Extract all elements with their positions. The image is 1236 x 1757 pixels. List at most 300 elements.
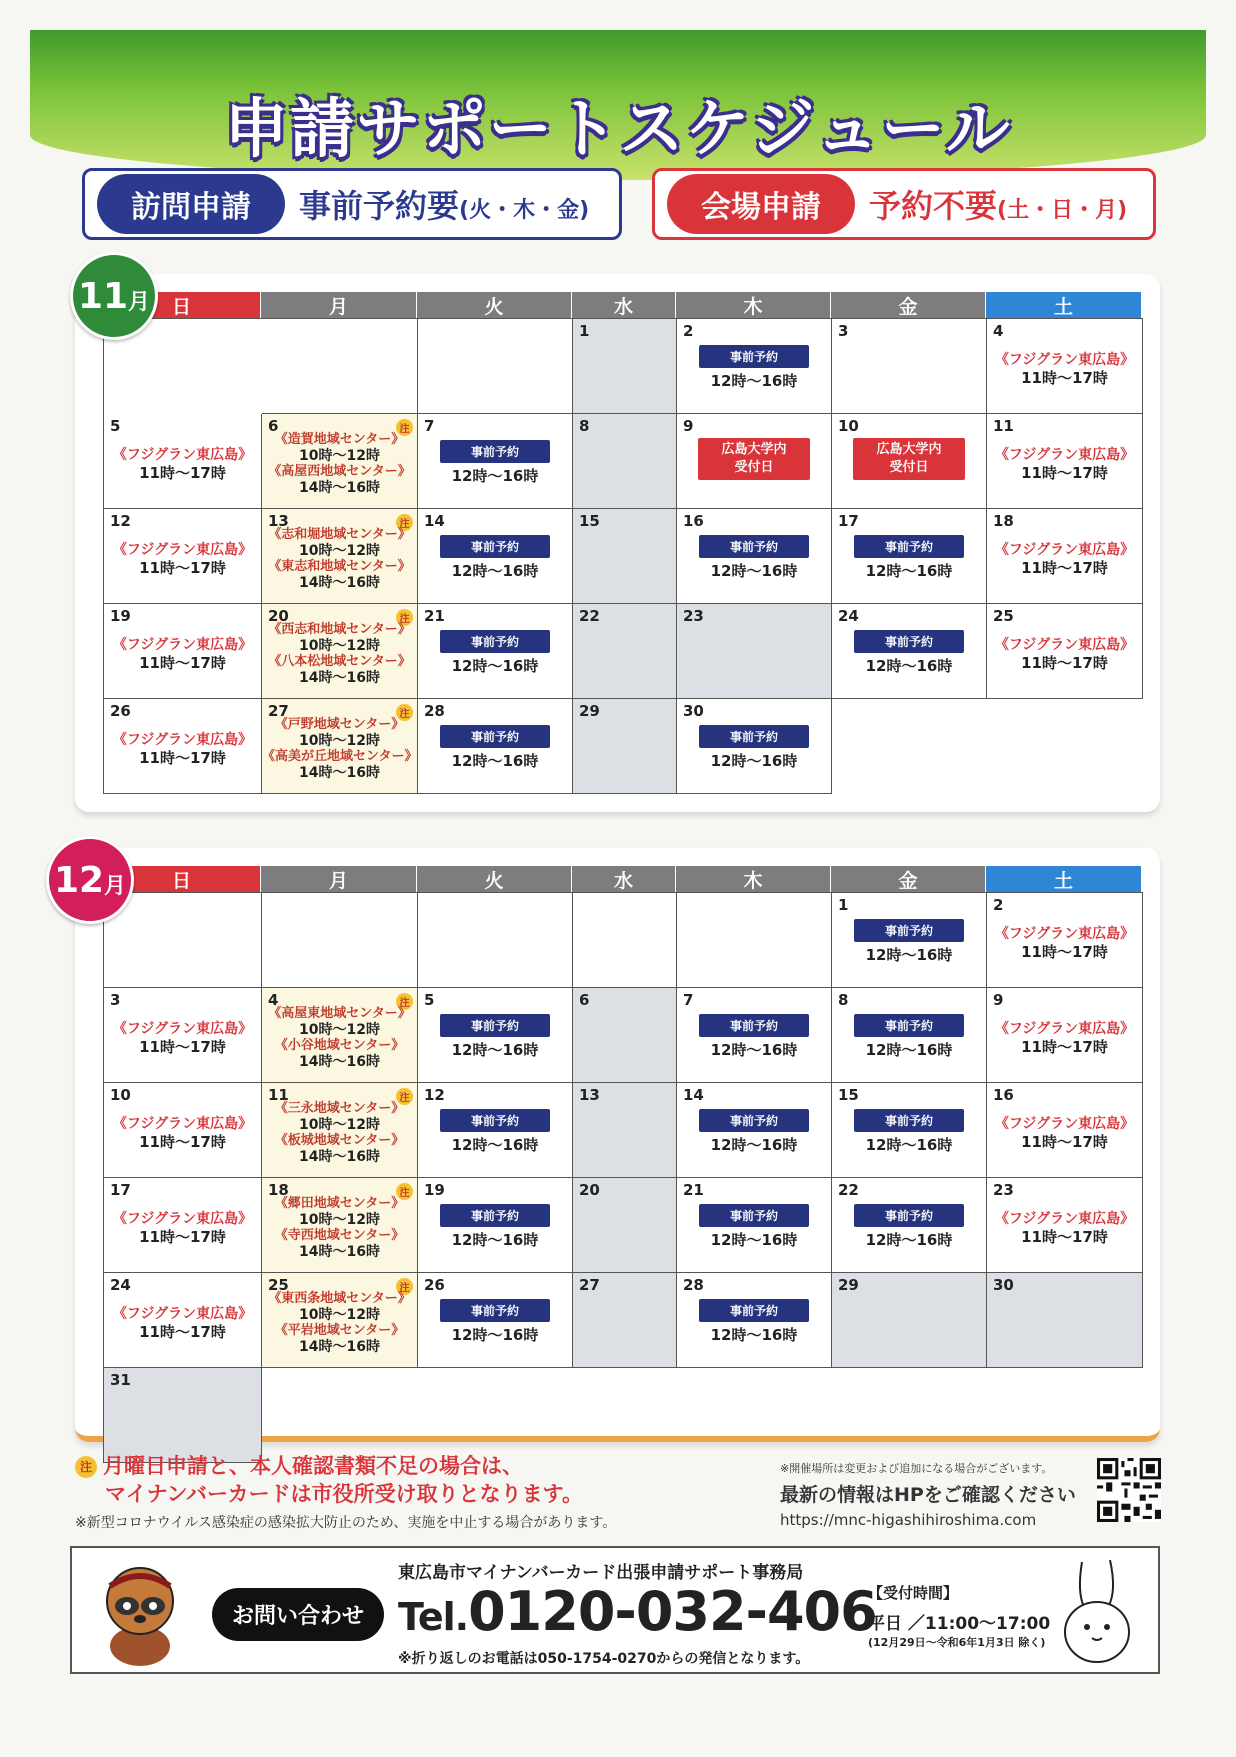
day-number: 27 — [579, 1276, 600, 1294]
time-range: 12時〜16時 — [451, 752, 539, 770]
cell-content — [987, 630, 1142, 672]
time-range: 14時〜16時 — [299, 575, 380, 591]
office-name: 東広島市マイナンバーカード出張申請サポート事務局 — [398, 1563, 804, 1583]
time-range: 12時〜16時 — [710, 1231, 798, 1249]
calendar-day-cell — [262, 1178, 418, 1273]
cell-content — [987, 1204, 1142, 1246]
venue-badge: 会場申請 — [667, 174, 855, 234]
center-name: 《小谷地域センター》 — [274, 1038, 405, 1053]
reservation-badge: 事前予約 — [440, 1204, 550, 1227]
calendar-day-cell — [418, 1083, 573, 1178]
center-name: 《高屋東地域センター》 — [268, 1006, 411, 1021]
reservation-badge: 事前予約 — [440, 630, 550, 653]
venue-name: 《フジグラン東広島》 — [112, 1306, 253, 1322]
day-number: 5 — [424, 991, 435, 1009]
november-weekday-header — [103, 292, 1142, 318]
cell-content — [104, 1204, 261, 1246]
day-number: 8 — [579, 417, 590, 435]
day-number: 12 — [110, 512, 131, 530]
calendar-day-cell — [573, 414, 677, 509]
cell-content — [104, 1109, 261, 1151]
calendar-day-cell — [104, 1083, 262, 1178]
calendar-day-cell — [104, 509, 262, 604]
inquiry-label: お問い合わせ — [212, 1588, 384, 1641]
venue-name: 《フジグラン東広島》 — [112, 1116, 253, 1132]
november-month-badge: 11 月 — [70, 252, 158, 340]
time-range: 12時〜16時 — [710, 372, 798, 390]
cell-content — [418, 1204, 572, 1249]
time-range: 11時〜17時 — [1021, 943, 1108, 961]
center-name: 《造賀地域センター》 — [274, 432, 405, 447]
reservation-badge: 事前予約 — [854, 1204, 964, 1227]
day-number: 9 — [683, 417, 694, 435]
cell-content — [832, 919, 986, 964]
time-range: 11時〜17時 — [1021, 1133, 1108, 1151]
day-number: 19 — [424, 1181, 445, 1199]
december-calendar — [103, 892, 1143, 1463]
calendar-day-cell — [573, 319, 677, 414]
page-title: 申請サポートスケジュール — [224, 93, 1012, 167]
cell-content — [104, 440, 261, 482]
weekday-header: 日 — [103, 292, 261, 319]
day-number: 14 — [424, 512, 445, 530]
time-range: 11時〜17時 — [139, 1038, 226, 1056]
calendar-day-cell — [418, 1178, 573, 1273]
calendar-day-cell — [262, 509, 418, 604]
day-number: 29 — [579, 702, 600, 720]
calendar-day-cell — [104, 1178, 262, 1273]
venue-name: 《フジグラン東広島》 — [994, 1021, 1135, 1037]
cell-content — [262, 717, 417, 781]
day-number: 31 — [110, 1371, 131, 1389]
weekday-header: 水 — [572, 292, 676, 319]
day-number: 14 — [683, 1086, 704, 1104]
venue-name: 《フジグラン東広島》 — [112, 732, 253, 748]
calendar-day-cell — [987, 1083, 1143, 1178]
university-badge — [853, 438, 965, 480]
time-range: 14時〜16時 — [299, 1244, 380, 1260]
calendar-day-cell — [677, 893, 832, 988]
reservation-badge: 事前予約 — [854, 630, 964, 653]
time-range: 14時〜16時 — [299, 480, 380, 496]
day-number: 30 — [993, 1276, 1014, 1294]
calendar-day-cell — [832, 1273, 987, 1368]
time-range: 11時〜17時 — [139, 1228, 226, 1246]
note-icon: 注 — [396, 704, 413, 721]
note-icon: 注 — [396, 1278, 413, 1295]
cell-content — [987, 1014, 1142, 1056]
cell-content — [262, 1101, 417, 1165]
cell-content — [418, 1299, 572, 1344]
center-name: 《高屋西地域センター》 — [268, 464, 411, 479]
hp-url-link[interactable]: https://mnc-higashihiroshima.com — [780, 1511, 1037, 1529]
day-number: 24 — [110, 1276, 131, 1294]
day-number: 3 — [838, 322, 849, 340]
time-range: 12時〜16時 — [865, 657, 953, 675]
calendar-day-cell — [418, 1273, 573, 1368]
time-range: 12時〜16時 — [865, 562, 953, 580]
calendar-day-cell — [262, 699, 418, 794]
time-range: 11時〜17時 — [139, 559, 226, 577]
venue-name: 《フジグラン東広島》 — [994, 352, 1135, 368]
calendar-day-cell — [104, 1273, 262, 1368]
time-range: 11時〜17時 — [1021, 654, 1108, 672]
cell-content — [832, 1014, 986, 1059]
cell-content — [987, 535, 1142, 577]
reservation-badge: 事前予約 — [699, 1299, 809, 1322]
weekday-header: 土 — [986, 292, 1142, 319]
cell-content — [418, 1014, 572, 1059]
november-calendar — [103, 318, 1143, 794]
time-range: 11時〜17時 — [1021, 369, 1108, 387]
time-range: 12時〜16時 — [710, 1136, 798, 1154]
venue-name: 《フジグラン東広島》 — [112, 1211, 253, 1227]
day-number: 16 — [993, 1086, 1014, 1104]
time-range: 12時〜16時 — [865, 1041, 953, 1059]
qr-code-icon[interactable] — [1097, 1458, 1161, 1522]
calendar-day-cell — [832, 1178, 987, 1273]
day-number: 2 — [683, 322, 694, 340]
calendar-day-cell — [677, 319, 832, 414]
venue-name: 《フジグラン東広島》 — [994, 542, 1135, 558]
center-name: 《三永地域センター》 — [274, 1101, 405, 1116]
reservation-badge: 事前予約 — [699, 725, 809, 748]
cell-content — [418, 630, 572, 675]
time-range: 14時〜16時 — [299, 1054, 380, 1070]
time-range: 10時〜12時 — [299, 1022, 380, 1038]
cell-content — [677, 1014, 831, 1059]
venue-name: 《フジグラン東広島》 — [112, 542, 253, 558]
center-name: 《板城地域センター》 — [274, 1133, 405, 1148]
calendar-day-cell — [262, 604, 418, 699]
time-range: 12時〜16時 — [451, 657, 539, 675]
reservation-badge: 事前予約 — [699, 1204, 809, 1227]
calendar-day-cell — [262, 319, 418, 414]
day-number: 25 — [993, 607, 1014, 625]
day-number: 19 — [110, 607, 131, 625]
calendar-day-cell — [573, 1273, 677, 1368]
time-range: 14時〜16時 — [299, 1339, 380, 1355]
reservation-badge: 事前予約 — [854, 535, 964, 558]
cell-content — [987, 919, 1142, 961]
cell-content — [677, 440, 831, 480]
day-number: 7 — [683, 991, 694, 1009]
calendar-day-cell — [104, 988, 262, 1083]
day-number: 18 — [268, 1181, 289, 1199]
day-number: 23 — [683, 607, 704, 625]
weekday-header: 土 — [986, 866, 1142, 893]
venue-name: 《フジグラン東広島》 — [994, 637, 1135, 653]
calendar-day-cell — [573, 1083, 677, 1178]
reservation-badge: 事前予約 — [699, 535, 809, 558]
day-number: 26 — [424, 1276, 445, 1294]
center-name: 《西志和地域センター》 — [268, 622, 411, 637]
visit-mode-box — [82, 168, 622, 240]
day-number: 10 — [110, 1086, 131, 1104]
center-name: 《東西条地域センター》 — [268, 1291, 411, 1306]
reservation-badge: 事前予約 — [440, 725, 550, 748]
day-number: 28 — [683, 1276, 704, 1294]
reservation-badge: 事前予約 — [699, 345, 809, 368]
calendar-day-cell — [418, 604, 573, 699]
cell-content — [987, 440, 1142, 482]
reservation-badge: 事前予約 — [440, 1299, 550, 1322]
calendar-day-cell — [104, 893, 262, 988]
day-number: 3 — [110, 991, 121, 1009]
calendar-day-cell — [677, 988, 832, 1083]
time-range: 11時〜17時 — [139, 1133, 226, 1151]
callback-note: ※折り返しのお電話は050-1754-0270からの発信となります。 — [398, 1651, 810, 1667]
calendar-day-cell — [262, 414, 418, 509]
time-range: 10時〜12時 — [299, 543, 380, 559]
calendar-day-cell — [987, 1178, 1143, 1273]
calendar-day-cell — [832, 988, 987, 1083]
day-number: 11 — [268, 1086, 289, 1104]
day-number: 6 — [268, 417, 279, 435]
cell-content — [418, 1109, 572, 1154]
weekday-header: 木 — [676, 292, 831, 319]
time-range: 12時〜16時 — [710, 1041, 798, 1059]
time-range: 11時〜17時 — [1021, 559, 1108, 577]
center-name: 《東志和地域センター》 — [268, 559, 411, 574]
tanuki-mascot-icon — [90, 1556, 190, 1668]
day-number: 4 — [993, 322, 1004, 340]
cell-content — [104, 1014, 261, 1056]
time-range: 11時〜17時 — [1021, 1038, 1108, 1056]
cell-content — [262, 1006, 417, 1070]
time-range: 12時〜16時 — [865, 946, 953, 964]
venue-name: 《フジグラン東広島》 — [112, 447, 253, 463]
day-number: 26 — [110, 702, 131, 720]
venue-name: 《フジグラン東広島》 — [994, 926, 1135, 942]
reservation-badge: 事前予約 — [854, 919, 964, 942]
calendar-day-cell — [987, 414, 1143, 509]
cell-content — [104, 535, 261, 577]
venue-name: 《フジグラン東広島》 — [112, 637, 253, 653]
time-range: 12時〜16時 — [710, 1326, 798, 1344]
note-icon: 注 — [396, 1183, 413, 1200]
cell-content — [987, 345, 1142, 387]
calendar-day-cell — [418, 414, 573, 509]
calendar-day-cell — [104, 699, 262, 794]
day-number: 18 — [993, 512, 1014, 530]
time-range: 10時〜12時 — [299, 733, 380, 749]
day-number: 10 — [838, 417, 859, 435]
cell-content — [677, 535, 831, 580]
december-weekday-header — [103, 866, 1142, 892]
time-range: 11時〜17時 — [139, 749, 226, 767]
calendar-day-cell — [677, 699, 832, 794]
time-range: 10時〜12時 — [299, 1212, 380, 1228]
cell-content — [832, 1109, 986, 1154]
weekday-header: 月 — [261, 292, 417, 319]
day-number: 15 — [838, 1086, 859, 1104]
day-number: 22 — [579, 607, 600, 625]
weekday-header: 木 — [676, 866, 831, 893]
venue-name: 《フジグラン東広島》 — [994, 1116, 1135, 1132]
calendar-day-cell — [104, 414, 262, 509]
day-number: 22 — [838, 1181, 859, 1199]
cell-content — [987, 1109, 1142, 1151]
day-number: 11 — [993, 417, 1014, 435]
time-range: 10時〜12時 — [299, 1307, 380, 1323]
reservation-badge: 事前予約 — [440, 1109, 550, 1132]
calendar-day-cell — [832, 509, 987, 604]
reservation-badge: 事前予約 — [699, 1014, 809, 1037]
reservation-badge: 事前予約 — [440, 440, 550, 463]
cell-content — [418, 440, 572, 485]
calendar-day-cell — [262, 1273, 418, 1368]
calendar-day-cell — [418, 893, 573, 988]
reception-day: 受付日 — [734, 460, 774, 475]
cell-content — [832, 630, 986, 675]
calendar-day-cell — [677, 604, 832, 699]
day-number: 21 — [683, 1181, 704, 1199]
cell-content — [262, 432, 417, 496]
day-number: 1 — [838, 896, 849, 914]
calendar-day-cell — [677, 414, 832, 509]
time-range: 11時〜17時 — [139, 1323, 226, 1341]
venue-mode-box — [652, 168, 1156, 240]
time-range: 12時〜16時 — [451, 1041, 539, 1059]
contact-box — [70, 1546, 1160, 1674]
calendar-day-cell — [832, 893, 987, 988]
cell-content — [418, 535, 572, 580]
cell-content — [418, 725, 572, 770]
note-icon: 注 — [396, 1088, 413, 1105]
cell-content — [262, 1196, 417, 1260]
calendar-day-cell — [987, 319, 1143, 414]
day-number: 21 — [424, 607, 445, 625]
center-name: 《平岩地域センター》 — [274, 1323, 405, 1338]
calendar-day-cell — [987, 988, 1143, 1083]
center-name: 《郷田地域センター》 — [274, 1196, 405, 1211]
reservation-badge: 事前予約 — [854, 1014, 964, 1037]
venue-name: 《フジグラン東広島》 — [112, 1021, 253, 1037]
venue-name: 《フジグラン東広島》 — [994, 1211, 1135, 1227]
calendar-day-cell — [418, 988, 573, 1083]
cell-content — [104, 630, 261, 672]
center-name: 《高美が丘地域センター》 — [262, 749, 418, 764]
day-number: 15 — [579, 512, 600, 530]
time-range: 12時〜16時 — [451, 1136, 539, 1154]
day-number: 24 — [838, 607, 859, 625]
day-number: 28 — [424, 702, 445, 720]
calendar-day-cell — [104, 1368, 262, 1463]
calendar-day-cell — [418, 319, 573, 414]
day-number: 23 — [993, 1181, 1014, 1199]
time-range: 11時〜17時 — [1021, 464, 1108, 482]
calendar-day-cell — [262, 1083, 418, 1178]
cell-content — [677, 1299, 831, 1344]
calendar-day-cell — [104, 604, 262, 699]
calendar-day-cell — [573, 988, 677, 1083]
center-name: 《寺西地域センター》 — [274, 1228, 405, 1243]
footnote: 注 月曜日申請と、本人確認書類不足の場合は、 マイナンバーカードは市役所受け取りとなります。 ※新型コロナウイルス感染症の感染拡大防止のため、実施を中止する場合があります。 — [75, 1454, 617, 1531]
day-number: 16 — [683, 512, 704, 530]
time-range: 14時〜16時 — [299, 670, 380, 686]
weekday-header: 金 — [831, 866, 986, 893]
time-range: 10時〜12時 — [299, 638, 380, 654]
venue-name: 《フジグラン東広島》 — [994, 447, 1135, 463]
day-number: 9 — [993, 991, 1004, 1009]
visit-text: 事前予約要(火・木・金) — [299, 187, 590, 225]
cell-content — [677, 725, 831, 770]
calendar-day-cell — [832, 414, 987, 509]
time-range: 12時〜16時 — [710, 562, 798, 580]
time-range: 12時〜16時 — [451, 1231, 539, 1249]
calendar-day-cell — [987, 509, 1143, 604]
day-number: 8 — [838, 991, 849, 1009]
time-range: 12時〜16時 — [865, 1136, 953, 1154]
university-name: 広島大学内 — [876, 442, 942, 457]
cell-content — [262, 622, 417, 686]
weekday-header: 金 — [831, 292, 986, 319]
calendar-day-cell — [677, 509, 832, 604]
calendar-day-cell — [987, 1273, 1143, 1368]
time-range: 14時〜16時 — [299, 765, 380, 781]
calendar-day-cell — [832, 1083, 987, 1178]
weekday-header: 火 — [417, 866, 572, 893]
day-number: 20 — [268, 607, 289, 625]
cell-content — [104, 1299, 261, 1341]
weekday-header: 火 — [417, 292, 572, 319]
calendar-day-cell — [677, 1083, 832, 1178]
day-number: 4 — [268, 991, 279, 1009]
phone-number[interactable]: Tel.0120-032-406 — [398, 1580, 877, 1643]
december-month-badge: 12 月 — [46, 836, 134, 924]
cell-content — [104, 725, 261, 767]
calendar-day-cell — [573, 699, 677, 794]
calendar-day-cell — [677, 1273, 832, 1368]
hp-info: ※開催場所は変更および追加になる場合がございます。 最新の情報はHPをご確認ください https://mnc-higashihiroshima.com — [780, 1462, 1076, 1529]
calendar-day-cell — [832, 604, 987, 699]
center-name: 《八本松地域センター》 — [268, 654, 411, 669]
day-number: 6 — [579, 991, 590, 1009]
calendar-day-cell — [573, 893, 677, 988]
business-hours: 【受付時間】 平日 ／11:00〜17:00 (12月29日〜令和6年1月3日 除く) — [868, 1584, 1051, 1649]
cell-content — [832, 535, 986, 580]
time-range: 14時〜16時 — [299, 1149, 380, 1165]
time-range: 11時〜17時 — [1021, 1228, 1108, 1246]
center-name: 《志和堀地域センター》 — [268, 527, 411, 542]
note-icon: 注 — [396, 993, 413, 1010]
calendar-day-cell — [987, 604, 1143, 699]
time-range: 12時〜16時 — [710, 752, 798, 770]
day-number: 12 — [424, 1086, 445, 1104]
cell-content — [262, 527, 417, 591]
cell-content — [832, 440, 986, 480]
venue-text: 予約不要(土・日・月) — [869, 187, 1128, 225]
calendar-day-cell — [262, 893, 418, 988]
time-range: 11時〜17時 — [139, 464, 226, 482]
note-icon: 注 — [396, 419, 413, 436]
day-number: 29 — [838, 1276, 859, 1294]
cell-content — [677, 1204, 831, 1249]
time-range: 12時〜16時 — [451, 1326, 539, 1344]
calendar-day-cell — [987, 893, 1143, 988]
cell-content — [832, 1204, 986, 1249]
reservation-badge: 事前予約 — [440, 1014, 550, 1037]
weekday-header: 月 — [261, 866, 417, 893]
calendar-day-cell — [677, 1178, 832, 1273]
note-icon: 注 — [75, 1456, 97, 1478]
reservation-badge: 事前予約 — [854, 1109, 964, 1132]
day-number: 27 — [268, 702, 289, 720]
time-range: 10時〜12時 — [299, 448, 380, 464]
note-icon: 注 — [396, 609, 413, 626]
calendar-day-cell — [573, 509, 677, 604]
